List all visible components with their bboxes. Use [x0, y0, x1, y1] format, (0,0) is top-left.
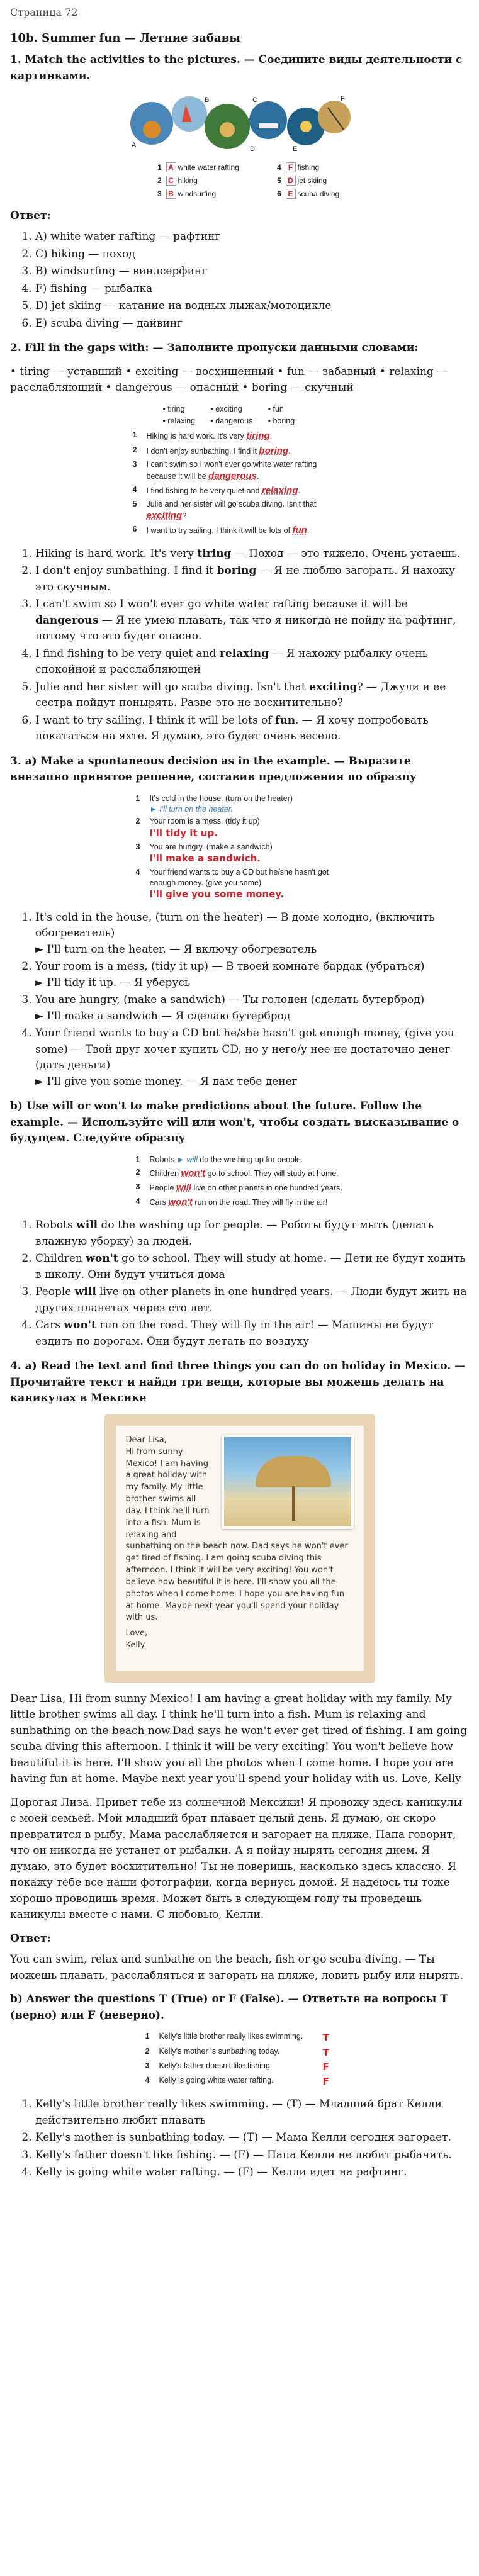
decision-item: 3 You are hungry. (make a sandwich) I'll make a sandwich. — [135, 842, 273, 865]
photo-f — [318, 101, 351, 133]
ex1-figure — [127, 92, 353, 199]
list-item: 1. Hiking is hard work. It's very tiring — Поход — это тяжело. Очень устаешь. — [35, 546, 469, 563]
ex4a-heading: 4. a) Read the text and find three things you can do on holiday in Mexico. — Прочитайте текст и найди три вещи, которые вы можешь делать на каникулах в Мексике — [10, 1360, 466, 1405]
tf-item: 1 Kelly's little brother really likes swimming. T — [145, 2032, 329, 2044]
list-item: 1. Kelly's little brother really likes swimming. — (T) — Младший брат Келли действительно любит плавать — [35, 2097, 469, 2129]
list-item: 1. A) white water rafting — рафтинг — [35, 229, 469, 245]
ex1-heading: 1. Match the activities to the pictures. — Соедините виды деятельности с картинками. — [10, 53, 463, 82]
ex3b-answer-list — [10, 1218, 469, 1350]
ex3b-figure — [136, 1155, 344, 1209]
prediction-item: 4 Cars won't run on the road. They will fly in the air! — [135, 1197, 328, 1208]
ex1-answer-label: Ответ: — [10, 209, 51, 222]
ex4a-text-ru: Дорогая Лиза. Привет тебе из солнечной Мексики! Я провожу здесь каникулы с моей семьей. Мой младший брат плавает целый день. Я думаю, он скоро превратится в рыбу. Мама расслабляется и загорает на пляже. Папа говорит, что он никогда не устанет от рыбалки. А я пойду нырять сегодня днем. Я думаю, это будет восхитительно! Ты не поверишь, насколько здесь классно. Я покажу тебе все наши фотографии, когда вернусь домой. Я надеюсь ты тоже хорошо проводишь время. Может быть в следующем году ты проведешь каникулы вместе с нами. С любовью, Келли. — [10, 1796, 463, 1922]
list-item: 1. Robots will do the washing up for people. — Роботы будут мыть (делать влажную уборку) за людей. — [35, 1218, 469, 1250]
match-item: 3 B windsurfing — [157, 189, 217, 198]
match-grid — [155, 162, 353, 199]
list-item: 1. It's cold in the house, (turn on the heater) — В доме холодно, (включить обогреватель) ► I'll turn on the heater. — Я включу обогреватель — [35, 910, 469, 958]
match-item: 5 D jet skiing — [277, 176, 327, 185]
unit-title: 10b. Summer fun — Летние забавы — [10, 31, 241, 45]
list-item: 2. C) hiking — поход — [35, 247, 469, 263]
ex4a-text-en: Dear Lisa, Hi from sunny Mexico! I am having a great holiday with my family. My little brother swims all day. I think he'll turn into a fish. Mum is relaxing and sunbathing on the beach now.Dad says he won't ever get tired of fishing. I am going scuba diving this afternoon. I think it will be very exciting! You won't believe how beautiful it is here. I'll show you all the photos when I come home. I hope you are having fun at home. Maybe next year you'll spend your holiday with us. Love, Kelly — [10, 1692, 468, 1786]
postcard-closing: Love, — [125, 1628, 148, 1638]
gap-sentence: 5 Julie and her sister will go scuba diving. Isn't that exciting? — [132, 500, 317, 522]
page-number: Страница 72 — [10, 6, 78, 18]
ex4b-figure — [145, 2031, 334, 2088]
photo-b — [172, 96, 207, 132]
postcard — [116, 1426, 364, 1671]
umbrella-icon — [256, 1456, 331, 1487]
list-item: 6. I want to try sailing. I think it will be lots of fun. — Я хочу попробовать покататься на яхте. Я думаю, это будет очень весело. — [35, 713, 469, 745]
ex4b-heading: b) Answer the questions T (True) or F (False). — Ответьте на вопросы Т (верно) или F (неверно). — [10, 1993, 449, 2022]
gap-sentence: 3 I can't swim so I won't ever go white water rafting because it will be dangerous. — [132, 459, 317, 481]
postcard-body: Hi from sunny Mexico! I am having a great holiday with my family. My little brother swims all day. I think he'll turn into a fish. Mum is relaxing and sunbathing on the beach now. Dad says he won't ever get tired of fishing. I am going scuba diving this afternoon. I think it will be very exciting! You won't believe how beautiful it is here. I'll show you all the photos when I come home. I hope you are having fun at home. Maybe next year you'll spend your holiday with us. — [125, 1447, 348, 1623]
ex3a-figure — [136, 793, 344, 901]
ex3b-heading: b) Use will or won't to make predictions about the future. Follow the example. — Используйте will или won't, чтобы создать высказывание о будущем. Следуйте образцу — [10, 1100, 459, 1145]
ex2-vocab: • tiring — уставший • exciting — восхищенный • fun — забавный • relaxing — расслабляющий • dangerous — опасный • boring — скучный — [10, 365, 448, 395]
list-item: 5. Julie and her sister will go scuba diving. Isn't that exciting? — Джули и ее сестра пойдут понырять. Разве это не восхитительно? — [35, 680, 469, 712]
list-item: 6. E) scuba diving — дайвинг — [35, 316, 469, 332]
prediction-item: 2 Children won't go to school. They will study at home. — [135, 1167, 339, 1179]
prediction-item: 3 People will live on other planets in one hundred years. — [135, 1182, 342, 1193]
ex3a-heading: 3. a) Make a spontaneous decision as in the example. — Выразите внезапно принятое решение, составив предложения по образцу — [10, 754, 417, 784]
beach-photo — [222, 1435, 354, 1529]
word-bank-item: • boring — [268, 416, 295, 425]
word-bank-item: • tiring — [162, 404, 185, 413]
gap-sentence: 1 Hiking is hard work. It's very tiring. — [132, 430, 273, 442]
ex2-figure — [133, 404, 347, 537]
photo-c — [205, 104, 250, 149]
ex2-answer-list — [10, 546, 469, 745]
list-item: 4. I find fishing to be very quiet and relaxing — Я нахожу рыбалку очень спокойной и расслабляющей — [35, 646, 469, 678]
gap-sentence: 6 I want to try sailing. I think it will be lots of fun. — [132, 525, 310, 536]
match-item: 6 E scuba diving — [277, 189, 340, 198]
prediction-item: 1 Robots ► will do the washing up for people. — [135, 1155, 303, 1164]
list-item: 2. Children won't go to school. They will study at home. — Дети не будут ходить в школу. Они будут учиться дома — [35, 1251, 469, 1283]
tf-item: 4 Kelly is going white water rafting. F — [145, 2076, 329, 2088]
list-item: 2. Kelly's mother is sunbathing today. — (T) — Мама Келли сегодня загорает. — [35, 2130, 469, 2146]
postcard-signature: Kelly — [125, 1640, 145, 1650]
photo-label-d: D — [249, 145, 255, 154]
word-bank — [163, 404, 301, 427]
ex3a-answer-list — [10, 910, 469, 1090]
ex4a-answer: You can swim, relax and sunbathe on the beach, fish or go scuba diving. — Ты можешь плавать, расслабляться и загорать на пляже, ловить рыбу или нырять. — [10, 1953, 464, 1982]
list-item: 4. Kelly is going white water rafting. — (F) — Келли идет на рафтинг. — [35, 2164, 469, 2181]
match-item: 1 A white water rafting — [157, 162, 239, 172]
match-item: 2 C hiking — [157, 176, 198, 185]
activity-photos — [127, 92, 353, 155]
decision-item: 1 It's cold in the house. (turn on the heater) ► I'll turn on the heater. — [135, 793, 293, 814]
decision-item: 4 Your friend wants to buy a CD but he/she hasn't got enough money. (give you some) I'll give you some money. — [135, 867, 329, 900]
photo-a — [130, 102, 173, 145]
gap-sentence: 2 I don't enjoy sunbathing. I find it boring. — [132, 445, 291, 456]
list-item: 4. Your friend wants to buy a CD but he/she hasn't got enough money, (give you some) — Твой друг хочет купить CD, но у него/у нее не достаточно денег (дать деньги) ► I'll give you some money. — Я дам тебе денег — [35, 1026, 469, 1090]
list-item: 2. Your room is a mess, (tidy it up) — В твоей комнате бардак (убраться) ► I'll tidy it up. — Я уберусь — [35, 959, 469, 991]
list-item: 4. F) fishing — рыбалка — [35, 281, 469, 298]
photo-d — [249, 101, 287, 139]
postcard-greeting: Dear Lisa, — [125, 1435, 167, 1445]
photo-label-f: F — [340, 95, 345, 103]
photo-label-a: A — [131, 142, 136, 150]
postcard-figure — [104, 1414, 375, 1683]
photo-label-e: E — [292, 145, 297, 154]
list-item: 3. People will live on other planets in one hundred years. — Люди будут жить на других планетах через сто лет. — [35, 1284, 469, 1316]
tf-item: 3 Kelly's father doesn't like fishing. F — [145, 2061, 329, 2073]
photo-label-b: B — [204, 96, 209, 104]
ex4b-answer-list — [10, 2097, 469, 2181]
list-item: 3. I can't swim so I won't ever go white water rafting because it will be dangerous — Я не умею плавать, так что я никогда не пойду на рафтинг, потому что это будет опасно. — [35, 596, 469, 645]
word-bank-item: • relaxing — [162, 416, 196, 425]
list-item: 5. D) jet skiing — катание на водных лыжах/мотоцикле — [35, 298, 469, 315]
list-item: 2. I don't enjoy sunbathing. I find it boring — Я не люблю загорать. Я нахожу это скучным. — [35, 563, 469, 595]
ex2-heading: 2. Fill in the gaps with: — Заполните пропуски данными словами: — [10, 342, 419, 355]
word-bank-item: • exciting — [210, 404, 242, 413]
list-item: 3. B) windsurfing — виндсерфинг — [35, 264, 469, 280]
list-item: 3. Kelly's father doesn't like fishing. — (F) — Папа Келли не любит рыбачить. — [35, 2148, 469, 2164]
word-bank-item: • dangerous — [210, 416, 253, 425]
decision-item: 2 Your room is a mess. (tidy it up) I'll tidy it up. — [135, 817, 260, 839]
gap-sentence: 4 I find fishing to be very quiet and relaxing. — [132, 485, 300, 496]
ex1-answer-list — [10, 229, 469, 332]
word-bank-item: • fun — [268, 404, 284, 413]
list-item: 4. Cars won't run on the road. They will fly in the air! — Машины не будут ездить по дорогам. Они будут летать по воздуху — [35, 1318, 469, 1350]
tf-item: 2 Kelly's mother is sunbathing today. T — [145, 2046, 329, 2058]
match-item: 4 F fishing — [277, 162, 320, 172]
ex4a-answer-label: Ответ: — [10, 1932, 51, 1945]
list-item: 3. You are hungry, (make a sandwich) — Ты голоден (сделать бутерброд) ► I'll make a sandwich — Я сделаю бутерброд — [35, 992, 469, 1024]
photo-label-c: C — [252, 96, 257, 104]
